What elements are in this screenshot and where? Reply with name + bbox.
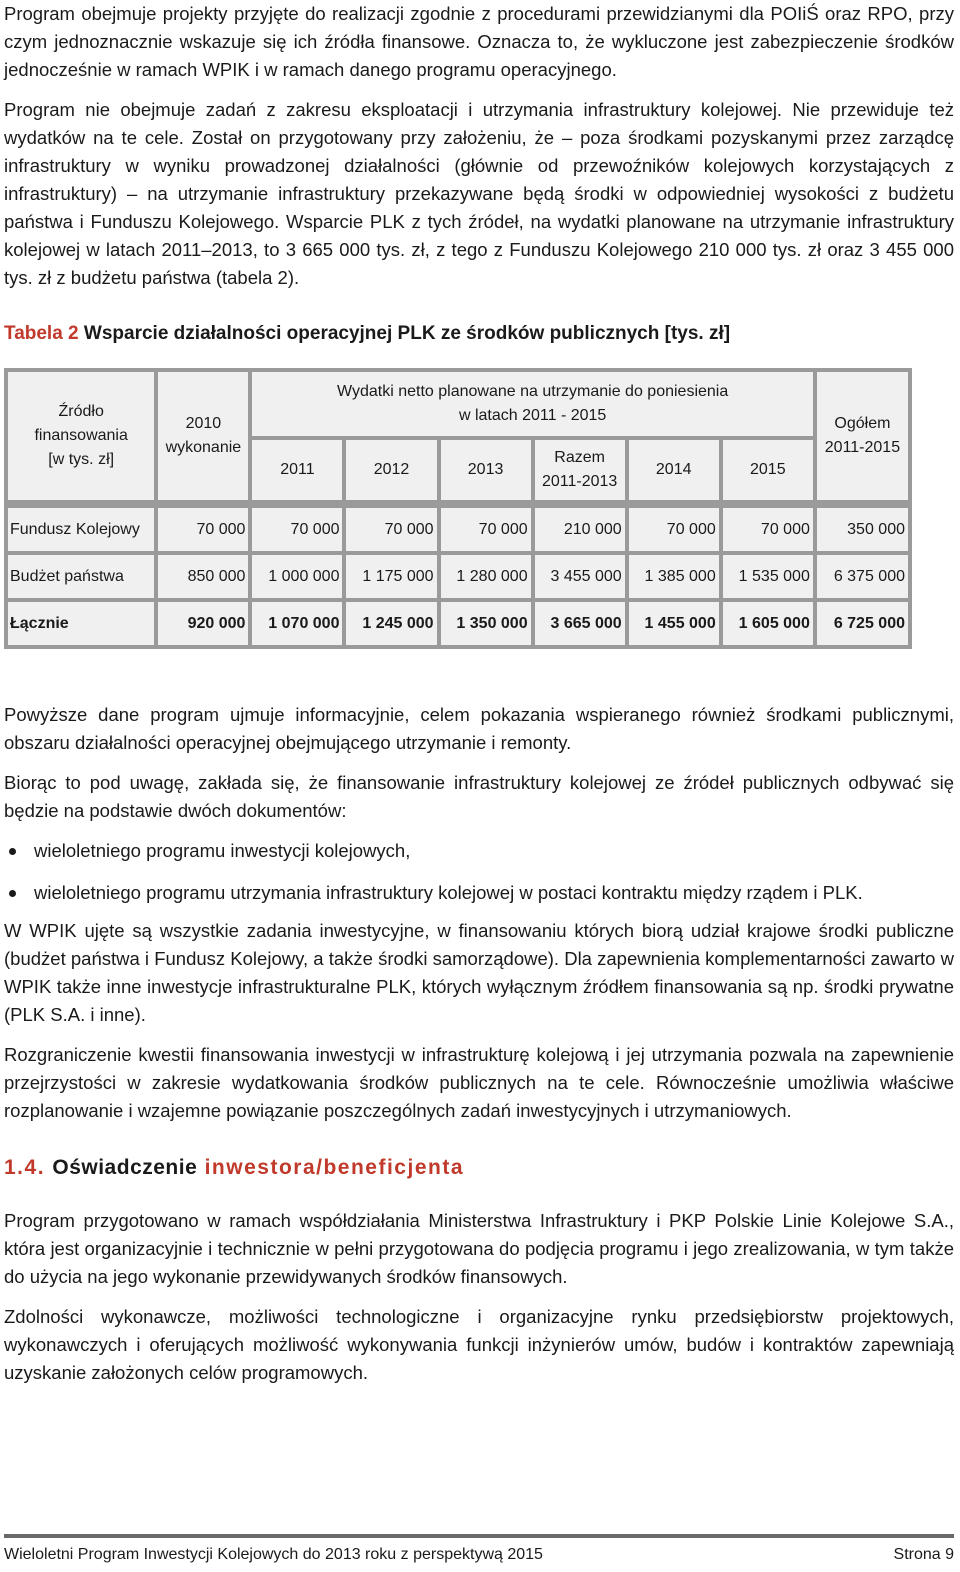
- list-item: wieloletniego programu utrzymania infrastruktury kolejowej w postaci kontraktu między rządem i PLK.: [4, 879, 954, 907]
- header-year-2015: 2015: [723, 440, 813, 500]
- table-caption-title: Wsparcie działalności operacyjnej PLK ze środków publicznych [tys. zł]: [83, 323, 731, 344]
- header-sum-2011-2013: Razem 2011-2013: [535, 440, 625, 500]
- header-year-2011: 2011: [252, 440, 342, 500]
- table-caption: [4, 320, 954, 348]
- table-row: Fundusz Kolejowy 70 000 70 000 70 000 70 000 210 000 70 000 70 000 350 000: [8, 508, 908, 551]
- page-number: Strona 9: [893, 1546, 954, 1563]
- section-title: Oświadczenie inwestora/beneficjenta: [52, 1156, 464, 1179]
- header-total: Ogółem 2011-2015: [817, 372, 908, 500]
- financing-table: [4, 368, 912, 649]
- table-row-total: Łącznie 920 000 1 070 000 1 245 000 1 350 000 3 665 000 1 455 000 1 605 000 6 725 000: [8, 602, 908, 645]
- header-2010-execution: 2010 wykonanie: [158, 372, 248, 500]
- paragraph-5: W WPIK ujęte są wszystkie zadania inwestycyjne, w finansowaniu których biorą udział krajowe środki publiczne (budżet państwa i Fundusz Kolejowy, a także środki samorządowe). Dla zapewnienia komplementarności zawarto w WPIK także inne inwestycje infrastrukturalne PLK, których wyłącznym źródłem finansowania są np. środki prywatne (PLK S.A. i inne).: [4, 920, 954, 1025]
- bullet-list: [4, 837, 954, 907]
- page-footer: [4, 1534, 954, 1566]
- paragraph-3: Powyższe dane program ujmuje informacyjnie, celem pokazania wspieranego również środkami publicznymi, obszaru działalności operacyjnej obejmującego utrzymanie i remonty.: [4, 704, 954, 753]
- paragraph-2: Program nie obejmuje zadań z zakresu eksploatacji i utrzymania infrastruktury kolejowej. Nie przewiduje też wydatków na te cele. Został on przygotowany przy założeniu, że – poza środkami pozyskanymi przez zarządcę infrastruktury w wyniku prowadzonej działalności (głównie od przewoźników kolejowych korzystających z infrastruktury) – na utrzymanie infrastruktury przekazywane będą środki w odpowiedniej wysokości z budżetu państwa i Funduszu Kolejowego. Wsparcie PLK z tych źródeł, na wydatki planowane na utrzymanie infrastruktury kolejowej w latach 2011–2013, to 3 665 000 tys. zł, z tego z Funduszu Kolejowego 210 000 tys. zł oraz 3 455 000 tys. zł z budżetu państwa (tabela 2).: [4, 99, 954, 288]
- table-caption-number: Tabela 2: [4, 323, 79, 344]
- paragraph-8: Zdolności wykonawcze, możliwości technologiczne i organizacyjne rynku przedsiębiorstw projektowych, wykonawczych i oferujących możliwość wykonywania funkcji inżynierów umów, budów i kontraktów zapewniają uzyskanie założonych celów programowych.: [4, 1306, 954, 1383]
- document-page: [4, 0, 954, 1387]
- paragraph-1: Program obejmuje projekty przyjęte do realizacji zgodnie z procedurami przewidzianymi dla POIiŚ oraz RPO, przy czym jednoznacznie wskazuje się ich źródła finansowe. Oznacza to, że wykluczone jest zabezpieczenie środków jednocześnie w ramach WPIK i w ramach danego programu operacyjnego.: [4, 3, 954, 80]
- paragraph-4: Biorąc to pod uwagę, zakłada się, że finansowanie infrastruktury kolejowej ze źródeł publicznych odbywać się będzie na podstawie dwóch dokumentów:: [4, 772, 954, 821]
- list-item: wieloletniego programu inwestycji kolejowych,: [4, 837, 954, 865]
- paragraph-6: Rozgraniczenie kwestii finansowania inwestycji w infrastrukturę kolejową i jej utrzymania pozwala na zapewnienie przejrzystości w zakresie wydatkowania środków publicznych na te cele. Równocześnie umożliwia właściwe rozplanowanie i wzajemne powiązanie poszczególnych zadań inwestycyjnych i utrzymaniowych.: [4, 1044, 954, 1121]
- header-year-2013: 2013: [441, 440, 531, 500]
- section-number: 1.4.: [4, 1156, 46, 1179]
- footer-title: Wieloletni Program Inwestycji Kolejowych do 2013 roku z perspektywą 2015: [4, 1546, 543, 1563]
- table-row: Budżet państwa 850 000 1 000 000 1 175 000 1 280 000 3 455 000 1 385 000 1 535 000 6 375 000: [8, 555, 908, 598]
- header-source: Źródło finansowania [w tys. zł]: [8, 372, 154, 500]
- header-year-2014: 2014: [629, 440, 719, 500]
- header-planned-expenses: Wydatki netto planowane na utrzymanie do poniesienia w latach 2011 - 2015: [252, 372, 812, 436]
- header-year-2012: 2012: [346, 440, 436, 500]
- section-heading: [4, 1153, 954, 1183]
- bullet-icon: [9, 890, 16, 897]
- bullet-icon: [9, 848, 16, 855]
- paragraph-7: Program przygotowano w ramach współdziałania Ministerstwa Infrastruktury i PKP Polskie Linie Kolejowe S.A., która jest organizacyjnie i technicznie w pełni przygotowana do podjęcia programu i jego zrealizowania, w tym także do użycia na jego wykonanie przewidywanych środków finansowych.: [4, 1210, 954, 1287]
